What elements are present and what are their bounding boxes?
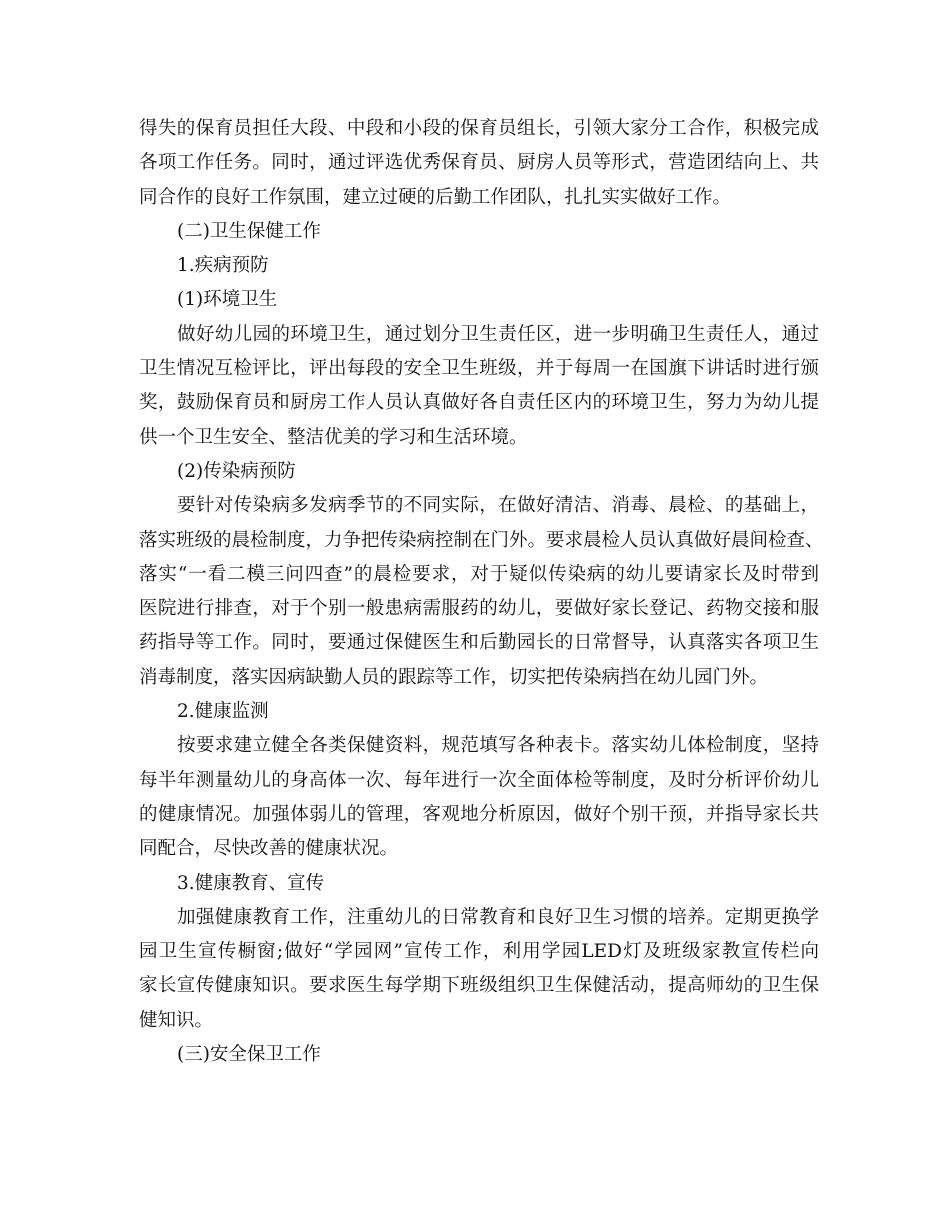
text-line: 1.疾病预防 (177, 255, 269, 277)
text-line: (三)安全保卫工作 (177, 1044, 321, 1066)
text-line: (二)卫生保健工作 (177, 220, 321, 242)
text-line: 按要求建立健全各类保健资料，规范填写各种表卡。落实幼儿体检制度，坚持 (177, 735, 819, 757)
text-line: 加强健康教育工作，注重幼儿的日常教育和良好卫生习惯的培养。定期更换学 (177, 906, 819, 928)
text-line: 家长宣传健康知识。要求医生每学期下班级组织卫生保健活动，提高师幼的卫生保 (139, 975, 819, 997)
document-body (139, 112, 824, 1072)
text-line: 的健康情况。加强体弱儿的管理，客观地分析原因，做好个别干预，并指导家长共 (139, 803, 819, 825)
text-line: 同配合，尽快改善的健康状况。 (139, 838, 399, 860)
text-line: 同合作的良好工作氛围，建立过硬的后勤工作团队，扎扎实实做好工作。 (139, 186, 732, 208)
text-line: 落实班级的晨检制度，力争把传染病控制在门外。要求晨检人员认真做好晨间检查、 (139, 529, 824, 551)
text-line: 每半年测量幼儿的身高体一次、每年进行一次全面体检等制度，及时分析评价幼儿 (139, 769, 819, 791)
text-line: (1)环境卫生 (177, 289, 278, 311)
text-line: 3.健康教育、宣传 (177, 872, 325, 894)
text-line: 供一个卫生安全、整洁优美的学习和生活环境。 (139, 426, 528, 448)
text-line: 奖，鼓励保育员和厨房工作人员认真做好各自责任区内的环境卫生，努力为幼儿提 (139, 392, 819, 414)
text-line: (2)传染病预防 (177, 460, 296, 482)
text-line: 园卫生宣传橱窗;做好“学园网”宣传工作，利用学园LED灯及班级家教宣传栏向 (139, 941, 819, 963)
text-line: 药指导等工作。同时，要通过保健医生和后勤园长的日常督导，认真落实各项卫生 (139, 632, 819, 654)
text-line: 得失的保育员担任大段、中段和小段的保育员组长，引领大家分工合作，积极完成 (139, 118, 819, 139)
text-line: 健知识。 (139, 1009, 214, 1031)
text-line: 消毒制度，落实因病缺勤人员的跟踪等工作，切实把传染病挡在幼儿园门外。 (139, 666, 769, 688)
text-line: 医院进行排查，对于个别一般患病需服药的幼儿，要做好家长登记、药物交接和服 (139, 598, 819, 620)
text-line: 落实“一看二模三问四查”的晨检要求，对于疑似传染病的幼儿要请家长及时带到 (139, 563, 819, 585)
text-line: 要针对传染病多发病季节的不同实际，在做好清洁、消毒、晨检、的基础上， (177, 495, 819, 517)
text-line: 卫生情况互检评比，评出每段的安全卫生班级，并于每周一在国旗下讲话时进行颁 (139, 358, 819, 380)
text-line: 做好幼儿园的环境卫生，通过划分卫生责任区，进一步明确卫生责任人，通过 (177, 323, 819, 345)
text-line: 2.健康监测 (177, 701, 269, 723)
text-line: 各项工作任务。同时，通过评选优秀保育员、厨房人员等形式，营造团结向上、共 (139, 152, 819, 174)
